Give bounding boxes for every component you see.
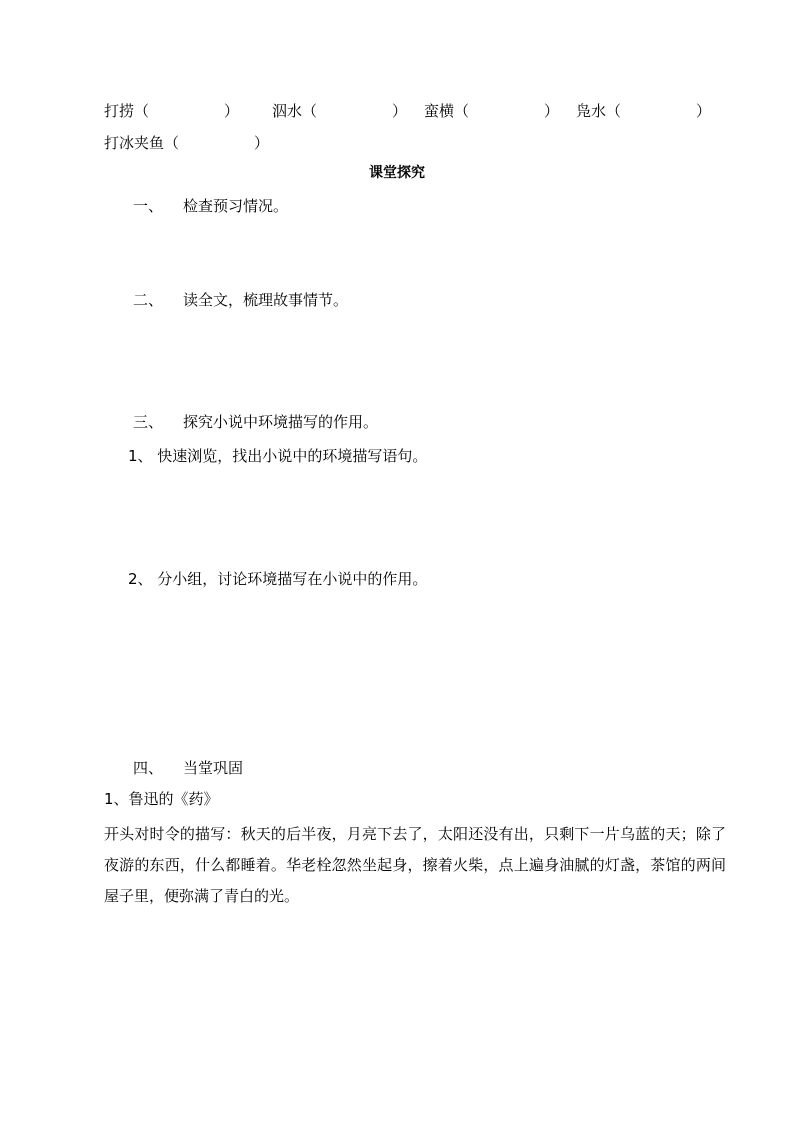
section-2-number: 二、 [133, 291, 164, 309]
vocab-item-manheng: 蛮横（ ） [424, 102, 560, 120]
page-title: 课堂探究 [369, 165, 425, 181]
sub-item-2: 2、 分小组，讨论环境描写在小说中的作用。 [128, 570, 428, 588]
section-4-text: 当堂巩固 [183, 759, 244, 777]
section-4-number: 四、 [133, 759, 164, 777]
section-1-text: 检查预习情况。 [183, 197, 289, 215]
sub-item-1: 1、 快速浏览，找出小说中的环境描写语句。 [128, 447, 428, 465]
section-2-text: 读全文，梳理故事情节。 [183, 291, 349, 309]
vocab-item-fushui: 凫水（ ） [576, 102, 712, 120]
vocab-item-dalao: 打捞（ ） [104, 102, 240, 120]
section-3-number: 三、 [133, 413, 164, 431]
example-paragraph: 开头对时令的描写：秋天的后半夜，月亮下去了，太阳还没有出，只剩下一片乌蓝的天；除了夜游的东西，什么都睡着。华老栓忽然坐起身，擦着火柴，点上遍身油腻的灯盏，茶馆的两间屋子里，便弥满了青白的光。 [104, 825, 726, 905]
section-3-text: 探究小说中环境描写的作用。 [183, 413, 379, 431]
vocab-item-qiushui: 泅水（ ） [272, 102, 408, 120]
example-title: 1、鲁迅的《药》 [104, 790, 219, 808]
vocab-item-dabingjiayu: 打冰夹鱼（ ） [104, 134, 270, 152]
section-1-number: 一、 [133, 197, 164, 215]
